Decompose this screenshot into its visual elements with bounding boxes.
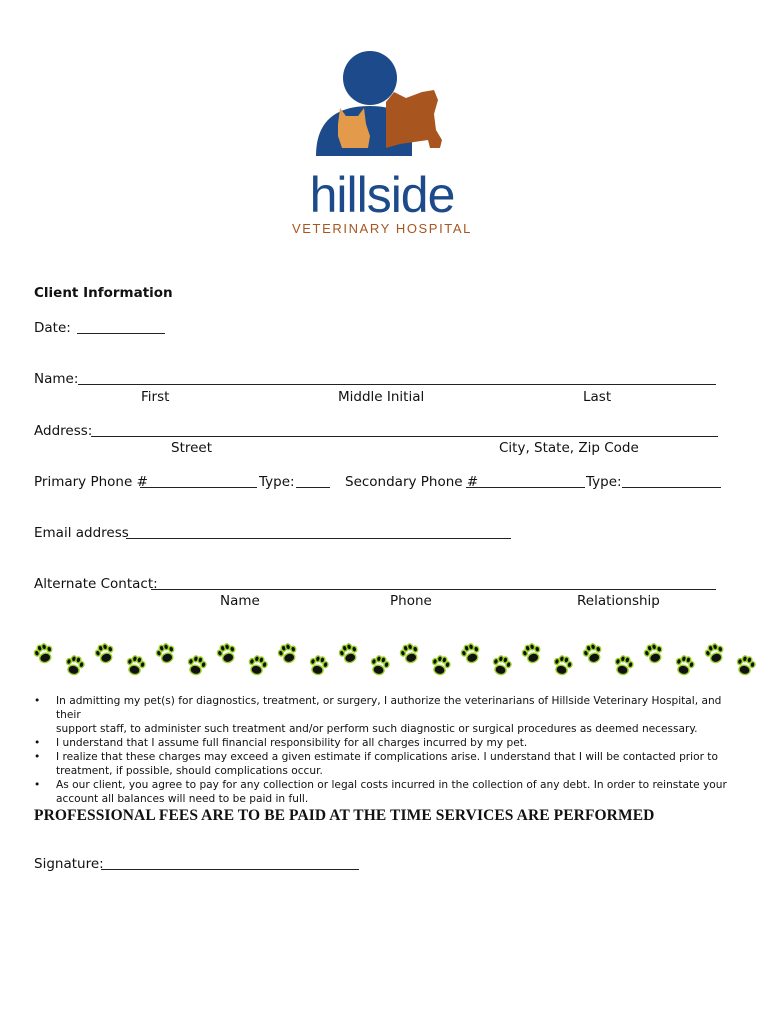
paw-print-icon (186, 654, 208, 676)
alt-name-caption: Name (220, 593, 260, 609)
paw-print-icon (94, 642, 117, 665)
alternate-contact-field[interactable] (151, 589, 716, 590)
bullet-icon: • (34, 779, 41, 791)
address-label: Address: (34, 423, 93, 439)
paw-print-icon (552, 654, 574, 676)
paw-print-icon (704, 642, 727, 665)
logo-mark (316, 51, 442, 156)
term-line: I understand that I assume full financial responsibility for all charges incurred by my pet. (56, 737, 528, 749)
term-line: I realize that these charges may exceed a given estimate if complications arise. I understand that I will be contacted prior to (56, 751, 718, 763)
paw-print-icon (735, 654, 757, 676)
secondary-type-field[interactable] (622, 487, 721, 488)
address-street-caption: Street (171, 440, 213, 456)
paw-print-icon (277, 642, 300, 665)
primary-type-label: Type: (259, 474, 295, 490)
term-line: In admitting my pet(s) for diagnostics, treatment, or surgery, I authorize the veterinarians of Hillside Veterinary Hospital, and their (56, 695, 722, 721)
paw-print-icon (430, 654, 452, 676)
name-label: Name: (34, 371, 79, 387)
section-title: Client Information (34, 285, 173, 301)
address-city-caption: City, State, Zip Code (499, 440, 639, 456)
paw-print-icon (460, 642, 483, 665)
logo-tagline: VETERINARY HOSPITAL (292, 221, 472, 236)
primary-type-field[interactable] (296, 487, 330, 488)
signature-label: Signature: (34, 856, 104, 872)
address-field[interactable] (91, 436, 718, 437)
paw-print-icon (521, 642, 544, 665)
paw-print-icon (33, 642, 56, 665)
bullet-icon: • (34, 751, 41, 763)
list-item (34, 778, 734, 806)
email-field[interactable] (126, 538, 511, 539)
paw-print-icon (491, 654, 513, 676)
name-field[interactable] (78, 384, 716, 385)
paw-print-border (28, 636, 764, 684)
secondary-phone-label: Secondary Phone # (345, 474, 479, 490)
alt-phone-caption: Phone (390, 593, 432, 609)
hillside-logo (282, 44, 482, 240)
paw-print-icon (674, 654, 696, 676)
fees-notice: PROFESSIONAL FEES ARE TO BE PAID AT THE TIME SERVICES ARE PERFORMED (34, 807, 655, 824)
paw-print-icon (582, 642, 605, 665)
email-label: Email address (34, 525, 129, 541)
paw-print-icon (399, 642, 422, 665)
bullet-icon: • (34, 695, 41, 707)
paw-print-icon (155, 642, 178, 665)
paw-print-icon (338, 642, 361, 665)
date-label: Date: (34, 320, 71, 336)
terms-list (34, 694, 734, 806)
paw-print-icon (247, 654, 269, 676)
paw-print-icon (643, 642, 666, 665)
signature-field[interactable] (101, 869, 359, 870)
date-field[interactable] (77, 333, 165, 334)
paw-print-icon (308, 654, 330, 676)
name-first-caption: First (141, 389, 170, 405)
paw-print-icon (369, 654, 391, 676)
paw-print-icon (613, 654, 635, 676)
term-line: account all balances will need to be paid in full. (56, 793, 309, 805)
secondary-phone-field[interactable] (466, 487, 585, 488)
list-item (34, 736, 734, 750)
term-line: As our client, you agree to pay for any collection or legal costs incurred in the collection of any debt. In order to reinstate your (56, 779, 727, 791)
primary-phone-label: Primary Phone # (34, 474, 148, 490)
alt-relationship-caption: Relationship (577, 593, 660, 609)
term-line: treatment, if possible, should complications occur. (56, 765, 323, 777)
paw-print-icon (216, 642, 239, 665)
name-last-caption: Last (583, 389, 612, 405)
name-middle-caption: Middle Initial (338, 389, 425, 405)
list-item (34, 750, 734, 778)
bullet-icon: • (34, 737, 41, 749)
secondary-type-label: Type: (586, 474, 622, 490)
paw-print-icon (125, 654, 147, 676)
term-line: support staff, to administer such treatment and/or perform such diagnostic or surgical procedures as deemed necessary. (56, 723, 698, 735)
primary-phone-field[interactable] (140, 487, 257, 488)
alternate-contact-label: Alternate Contact: (34, 576, 158, 592)
list-item (34, 694, 734, 736)
logo-name: hillside (309, 167, 455, 223)
paw-print-icon (64, 654, 86, 676)
